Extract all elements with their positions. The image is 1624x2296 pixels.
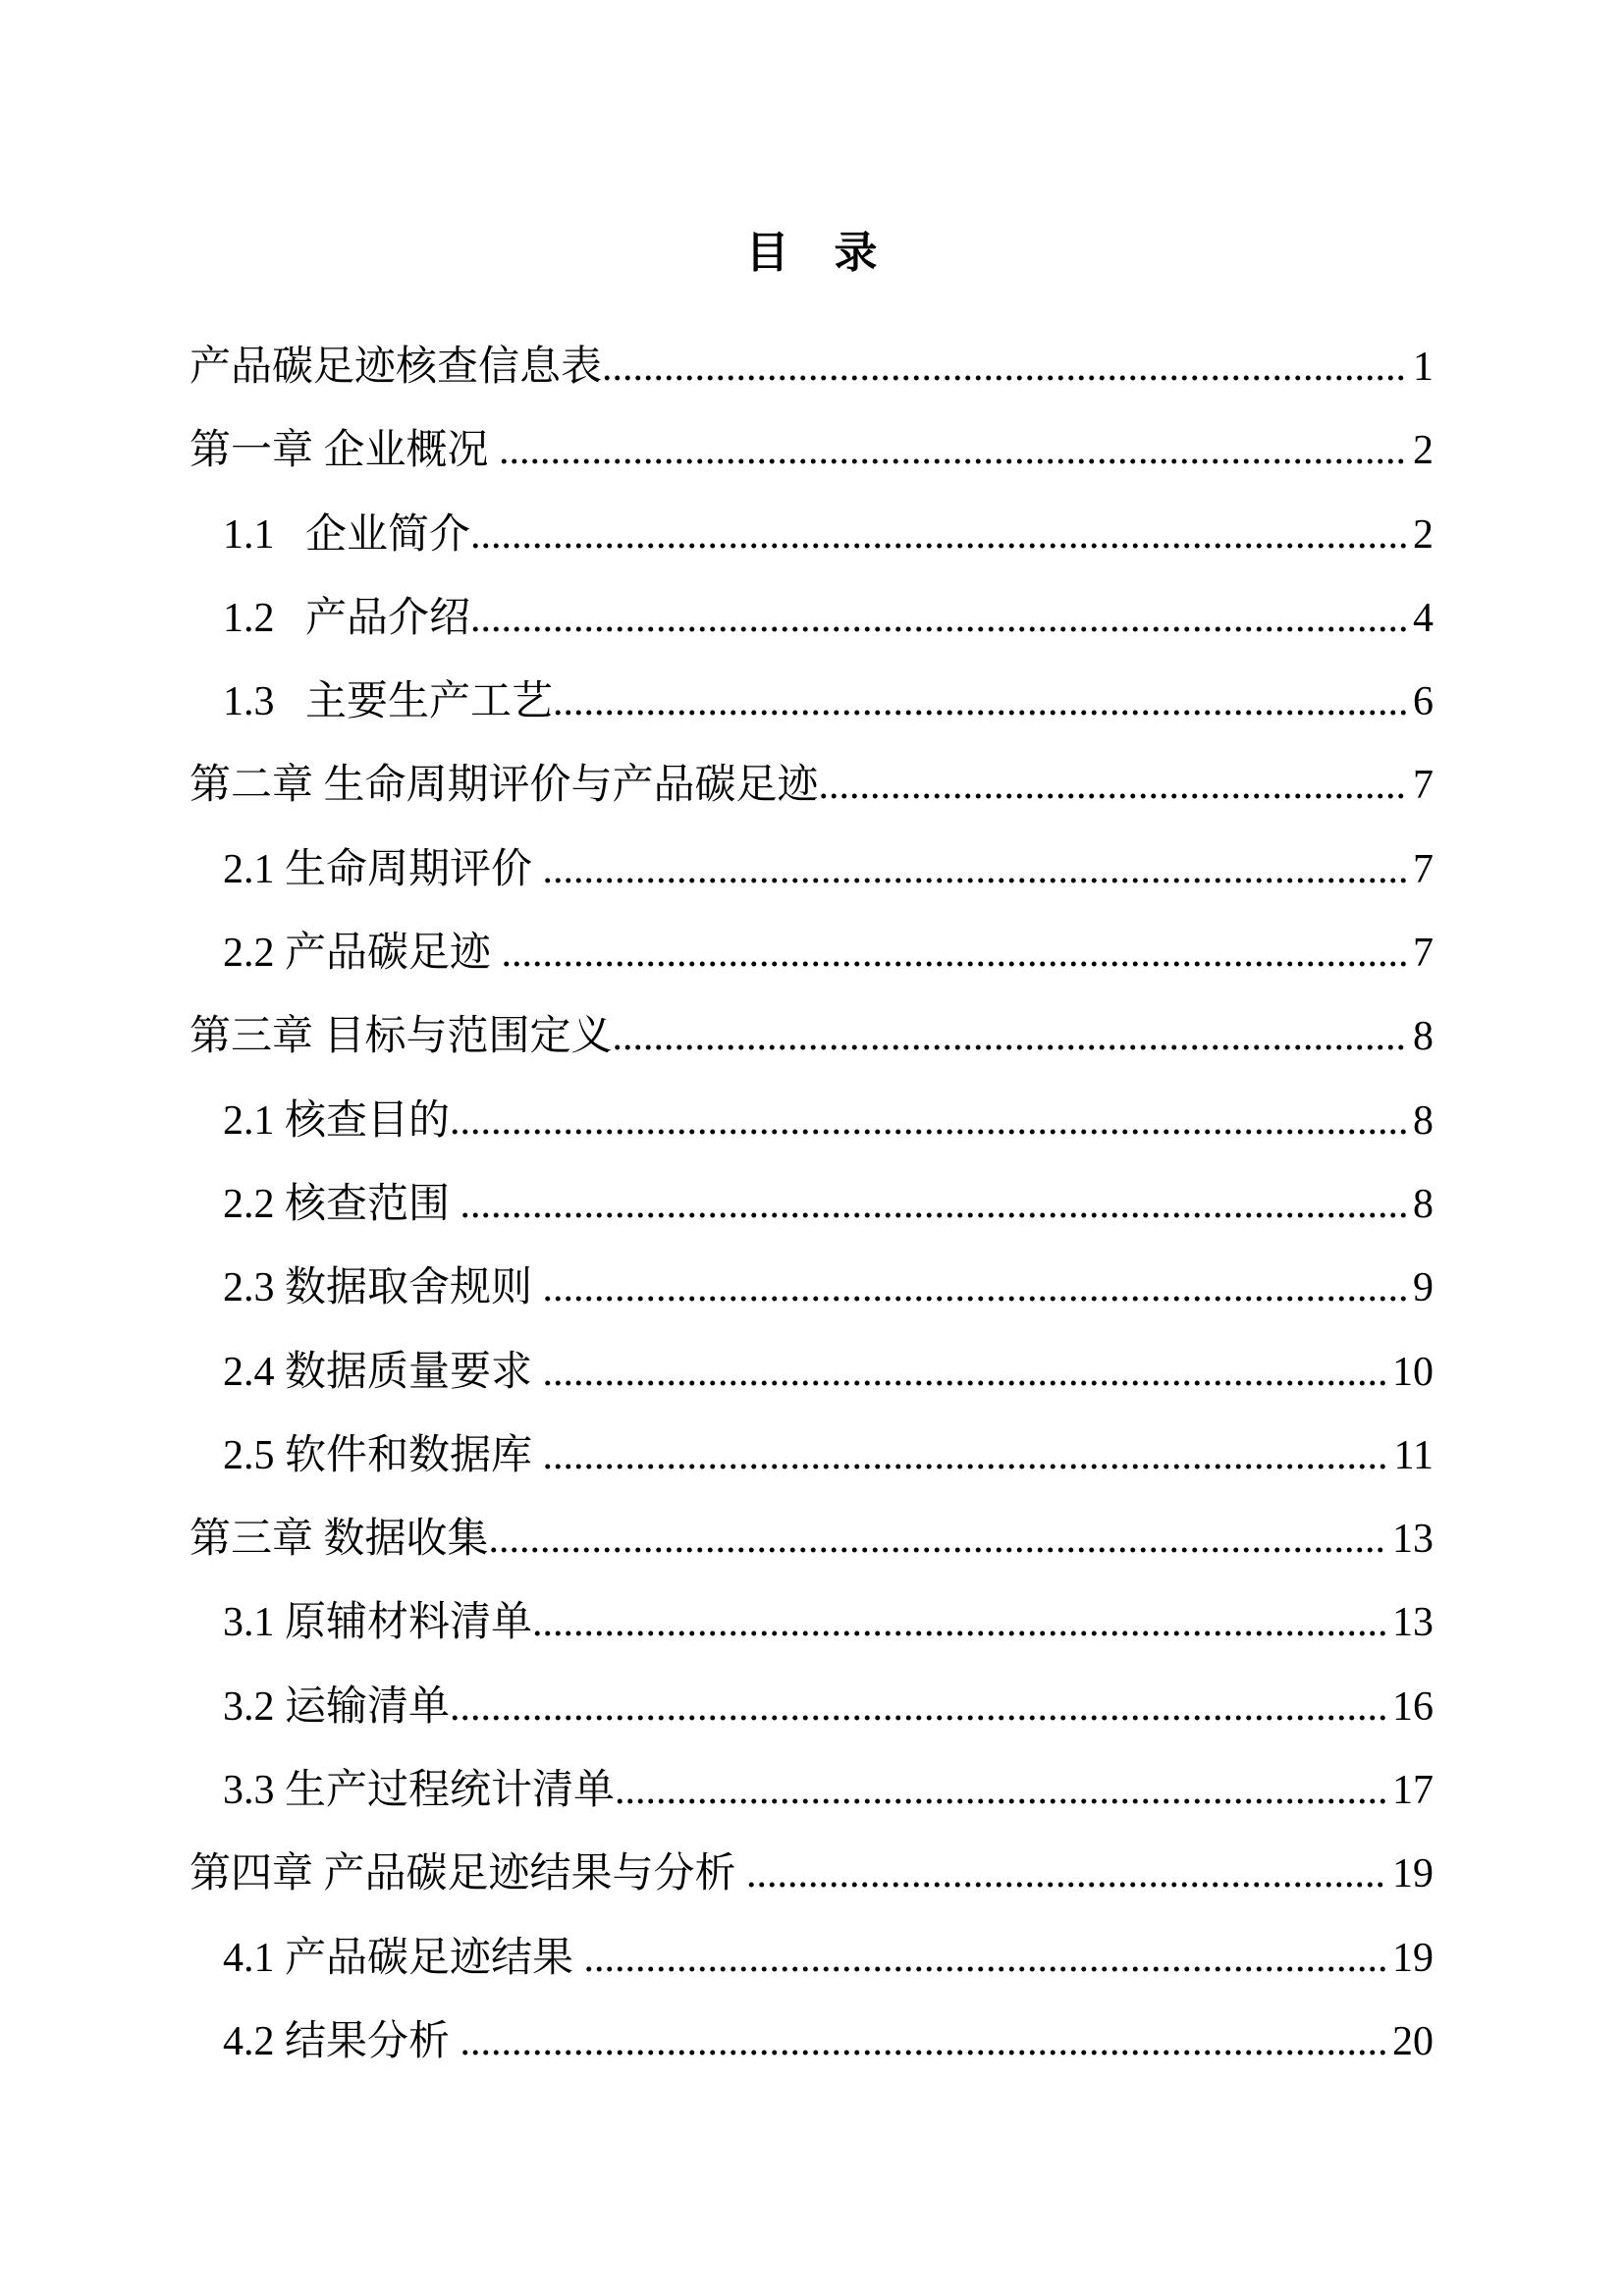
toc-page-number: 19 — [1392, 1935, 1434, 1981]
toc-leader-dots — [499, 409, 1408, 493]
toc-entry[interactable] — [189, 2001, 1434, 2084]
toc-entry-label: 4.1 产品碳足迹结果 — [223, 1935, 584, 1981]
toc-page-number: 8 — [1413, 1181, 1434, 1227]
toc-entry-label: 2.1 生命周期评价 — [223, 846, 543, 892]
toc-leader-dots — [584, 1917, 1387, 2001]
toc-entry[interactable] — [189, 1498, 1434, 1581]
toc-leader-dots — [470, 494, 1408, 577]
toc-leader-dots — [489, 1498, 1387, 1581]
toc-entry-label: 3.2 运输清单 — [223, 1683, 451, 1730]
toc-entry[interactable] — [189, 409, 1434, 493]
toc-entry-label: 第三章 数据收集 — [189, 1517, 489, 1563]
toc-leader-dots — [460, 2001, 1387, 2084]
toc-list — [0, 326, 1624, 2084]
toc-leader-dots — [502, 912, 1408, 995]
toc-page-number: 6 — [1413, 679, 1434, 725]
toc-leader-dots — [819, 744, 1408, 828]
page-title: 目 录 — [745, 229, 879, 277]
toc-entry[interactable] — [189, 1917, 1434, 2001]
toc-page-number: 13 — [1392, 1517, 1434, 1563]
toc-leader-dots — [543, 1415, 1389, 1498]
toc-page-number: 7 — [1413, 763, 1434, 809]
toc-entry[interactable] — [189, 912, 1434, 995]
toc-entry-label: 4.2 结果分析 — [223, 2018, 460, 2064]
toc-entry[interactable] — [189, 828, 1434, 912]
toc-entry-label: 第二章 生命周期评价与产品碳足迹 — [189, 763, 819, 809]
toc-page-number: 1 — [1413, 345, 1434, 390]
toc-leader-dots — [553, 661, 1408, 744]
toc-entry-label: 2.2 产品碳足迹 — [223, 931, 502, 977]
toc-page-number: 7 — [1413, 846, 1434, 892]
toc-leader-dots — [543, 1247, 1408, 1330]
toc-entry[interactable] — [189, 1331, 1434, 1415]
toc-leader-dots — [543, 828, 1408, 912]
toc-page-number: 13 — [1392, 1600, 1434, 1646]
toc-leader-dots — [450, 1666, 1387, 1749]
toc-entry[interactable] — [189, 1581, 1434, 1665]
toc-entry-label: 1.1 企业简介 — [223, 511, 471, 558]
toc-entry[interactable] — [189, 326, 1434, 409]
toc-entry-label: 2.1 核查目的 — [223, 1097, 451, 1144]
toc-leader-dots — [470, 577, 1408, 661]
toc-entry[interactable] — [189, 661, 1434, 744]
toc-page-number: 9 — [1413, 1265, 1434, 1311]
toc-page-number: 8 — [1413, 1014, 1434, 1060]
toc-entry[interactable] — [189, 744, 1434, 828]
toc-entry-label: 2.2 核查范围 — [223, 1181, 460, 1227]
toc-leader-dots — [613, 995, 1408, 1079]
toc-entry[interactable] — [189, 1749, 1434, 1833]
toc-page-number: 10 — [1392, 1349, 1434, 1395]
toc-page-number: 7 — [1413, 931, 1434, 977]
toc-leader-dots — [602, 326, 1408, 409]
toc-leader-dots — [460, 1163, 1408, 1247]
toc-page-number: 20 — [1392, 2018, 1434, 2064]
toc-entry-label: 1.3 主要生产工艺 — [223, 679, 554, 725]
toc-leader-dots — [615, 1749, 1387, 1833]
toc-page-number: 19 — [1392, 1851, 1434, 1897]
toc-entry-label: 第三章 目标与范围定义 — [189, 1014, 613, 1060]
toc-entry-label: 2.5 软件和数据库 — [223, 1432, 543, 1478]
toc-leader-dots — [450, 1080, 1408, 1163]
toc-page-number: 11 — [1393, 1432, 1434, 1478]
toc-leader-dots — [746, 1833, 1387, 1916]
toc-entry[interactable] — [189, 494, 1434, 577]
toc-entry[interactable] — [189, 1666, 1434, 1749]
toc-entry[interactable] — [189, 1080, 1434, 1163]
toc-page-number: 2 — [1413, 428, 1434, 474]
toc-entry-label: 产品碳足迹核查信息表 — [189, 345, 603, 390]
toc-entry[interactable] — [189, 1247, 1434, 1330]
toc-entry-label: 第四章 产品碳足迹结果与分析 — [189, 1851, 747, 1897]
toc-entry-label: 3.3 生产过程统计清单 — [223, 1768, 616, 1814]
toc-page-number: 4 — [1413, 595, 1434, 641]
toc-page-number: 16 — [1392, 1683, 1434, 1730]
toc-entry-label: 2.3 数据取舍规则 — [223, 1265, 543, 1311]
toc-entry[interactable] — [189, 995, 1434, 1079]
toc-entry-label: 2.4 数据质量要求 — [223, 1349, 543, 1395]
toc-entry[interactable] — [189, 1415, 1434, 1498]
toc-entry[interactable] — [189, 577, 1434, 661]
toc-entry-label: 第一章 企业概况 — [189, 428, 500, 474]
toc-leader-dots — [543, 1331, 1387, 1415]
toc-leader-dots — [532, 1581, 1387, 1665]
toc-page-number: 8 — [1413, 1097, 1434, 1144]
toc-page-number: 17 — [1392, 1768, 1434, 1814]
toc-entry-label: 3.1 原辅材料清单 — [223, 1600, 533, 1646]
toc-entry[interactable] — [189, 1163, 1434, 1247]
toc-entry[interactable] — [189, 1833, 1434, 1916]
toc-page-number: 2 — [1413, 511, 1434, 558]
toc-entry-label: 1.2 产品介绍 — [223, 595, 471, 641]
